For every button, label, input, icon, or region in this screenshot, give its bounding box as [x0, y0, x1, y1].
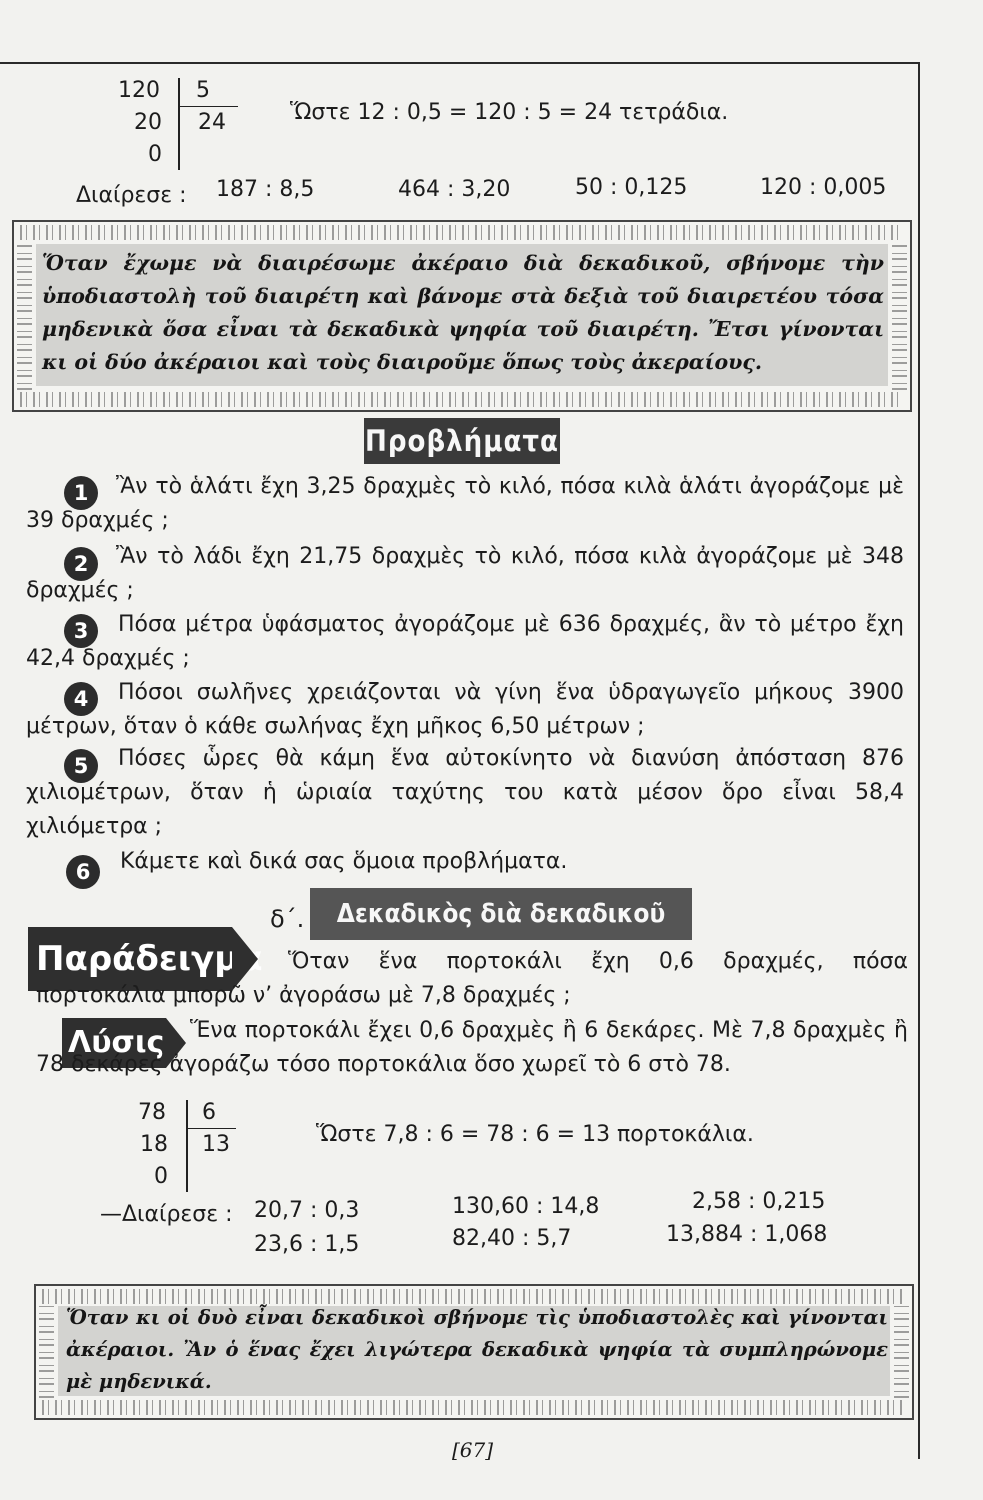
ornament-border-top — [20, 225, 900, 240]
problem-number-badge: 1 — [64, 476, 98, 510]
section-title: Δεκαδικὸς διὰ δεκαδικοῦ — [310, 888, 692, 940]
problem-number-badge: 3 — [64, 614, 98, 648]
problem-text: Κάμετε καὶ δικά σας ὅμοια προβλήματα. — [120, 849, 568, 874]
division-dividend: 78 — [138, 1100, 166, 1125]
ornament-border-bottom — [20, 392, 900, 407]
division-quotient: 24 — [198, 110, 226, 135]
problem-number-badge: 4 — [64, 682, 98, 716]
problem-number-badge: 6 — [66, 855, 100, 889]
problem-number-badge: 5 — [64, 749, 98, 783]
problem-number-badge: 2 — [64, 547, 98, 581]
exercise-item: 82,40 : 5,7 — [452, 1226, 572, 1251]
problem-text: Πόσοι σωλῆνες χρειάζονται νὰ γίνη ἕνα ὑδραγωγεῖο μήκους 3900 μέτρων, ὅταν ὁ κάθε σωλήνας ἔχη μῆκος 6,50 μέτρων ; — [26, 680, 904, 739]
rule-box — [34, 1284, 914, 1420]
exercise-item: 13,884 : 1,068 — [666, 1222, 828, 1247]
division-remainder-1: 18 — [140, 1132, 168, 1157]
ornament-border-bottom — [42, 1400, 902, 1415]
section-letter: δ΄. — [270, 905, 305, 933]
exercise-label: Διαίρεσε : — [76, 183, 187, 208]
division-result: Ὥστε 7,8 : 6 = 78 : 6 = 13 πορτοκάλια. — [316, 1122, 754, 1147]
exercise-item: 187 : 8,5 — [216, 177, 315, 202]
problem-text: Ἂν τὸ λάδι ἔχη 21,75 δραχμὲς τὸ κιλό, πόσα κιλὰ ἀγοράζομε μὲ 348 δραχμές ; — [26, 544, 904, 603]
division-remainder-2: 0 — [148, 142, 162, 167]
division-dividend: 120 — [118, 78, 160, 103]
problem-text: Πόσα μέτρα ὑφάσματος ἀγοράζομε μὲ 636 δραχμές, ἂν τὸ μέτρο ἔχη 42,4 δραχμές ; — [26, 612, 904, 671]
division-bar — [186, 1100, 188, 1192]
division-result: Ὥστε 12 : 0,5 = 120 : 5 = 24 τετράδια. — [290, 100, 729, 125]
division-remainder-1: 20 — [134, 110, 162, 135]
rule-text: Ὅταν ἔχωμε νὰ διαιρέσωμε ἀκέραιο διὰ δεκαδικοῦ, σβήνομε τὴν ὑποδιαστολὴ τοῦ διαιρέτη καὶ βάνομε στὰ δεξιὰ τοῦ διαιρετέου τόσα μηδενικὰ ὅσα εἶναι τὰ δεκαδικὰ ψηφία τοῦ διαιρέτη. Ἔτσι γίνονται κι οἱ δύο ἀκέραιοι καὶ τοὺς διαιροῦμε ὅπως τοὺς ἀκεραίους. — [42, 251, 884, 374]
example-text: Ὅταν ἕνα πορτοκάλι ἔχη 0,6 δραχμές, πόσα πορτοκάλια μπορῶ ν’ ἀγοράσω μὲ 7,8 δραχμές ; — [36, 949, 908, 1008]
solution-text: Ἕνα πορτοκάλι ἔχει 0,6 δραχμὲς ἢ 6 δεκάρες. Μὲ 7,8 δραχμὲς ἢ 78 δεκάρες ἀγοράζω τόσο πορτοκάλια ὅσο χωρεῖ τὸ 6 στὸ 78. — [36, 1018, 908, 1077]
solution-label: Λύσις — [62, 1018, 166, 1068]
rule-box — [12, 220, 912, 412]
exercise-item: 23,6 : 1,5 — [254, 1232, 360, 1257]
problem-text: Ἂν τὸ ἁλάτι ἔχη 3,25 δραχμὲς τὸ κιλό, πόσα κιλὰ ἁλάτι ἀγοράζομε μὲ 39 δραχμές ; — [26, 474, 904, 533]
exercise-label: —Διαίρεσε : — [100, 1202, 233, 1227]
ornament-border-right — [894, 1306, 909, 1398]
ornament-border-left — [39, 1306, 54, 1398]
exercise-item: 50 : 0,125 — [575, 175, 688, 200]
division-remainder-2: 0 — [154, 1164, 168, 1189]
division-quotient: 13 — [202, 1132, 230, 1157]
division-line — [186, 1128, 236, 1129]
problems-heading: Προβλήματα — [364, 418, 560, 464]
rule-text: Ὅταν κι οἱ δυὸ εἶναι δεκαδικοὶ σβήνομε τὶς ὑποδιαστολὲς καὶ γίνονται ἀκέραιοι. Ἂν ὁ ἕνας ἔχει λιγώτερα δεκαδικὰ ψηφία τὰ συμπληρώνομε μὲ μηδενικά. — [66, 1306, 888, 1393]
exercise-item: 2,58 : 0,215 — [692, 1189, 826, 1214]
division-divisor: 5 — [196, 78, 210, 103]
exercise-item: 130,60 : 14,8 — [452, 1194, 600, 1219]
exercise-item: 464 : 3,20 — [398, 177, 511, 202]
problem-text: Πόσες ὧρες θὰ κάμη ἕνα αὐτοκίνητο νὰ διανύση ἀπόσταση 876 χιλιομέτρων, ὅταν ἡ ὡριαία ταχύτης του κατὰ μέσον ὅρο εἶναι 58,4 χιλιόμετρα ; — [26, 746, 904, 839]
exercise-item: 20,7 : 0,3 — [254, 1198, 360, 1223]
division-bar — [178, 78, 180, 170]
exercise-item: 120 : 0,005 — [760, 175, 887, 200]
division-divisor: 6 — [202, 1100, 216, 1125]
division-line — [178, 106, 238, 107]
page-number: [67] — [452, 1438, 494, 1462]
example-label: Παράδειγμα — [28, 927, 232, 991]
ornament-border-left — [17, 242, 32, 390]
ornament-border-right — [892, 242, 907, 390]
